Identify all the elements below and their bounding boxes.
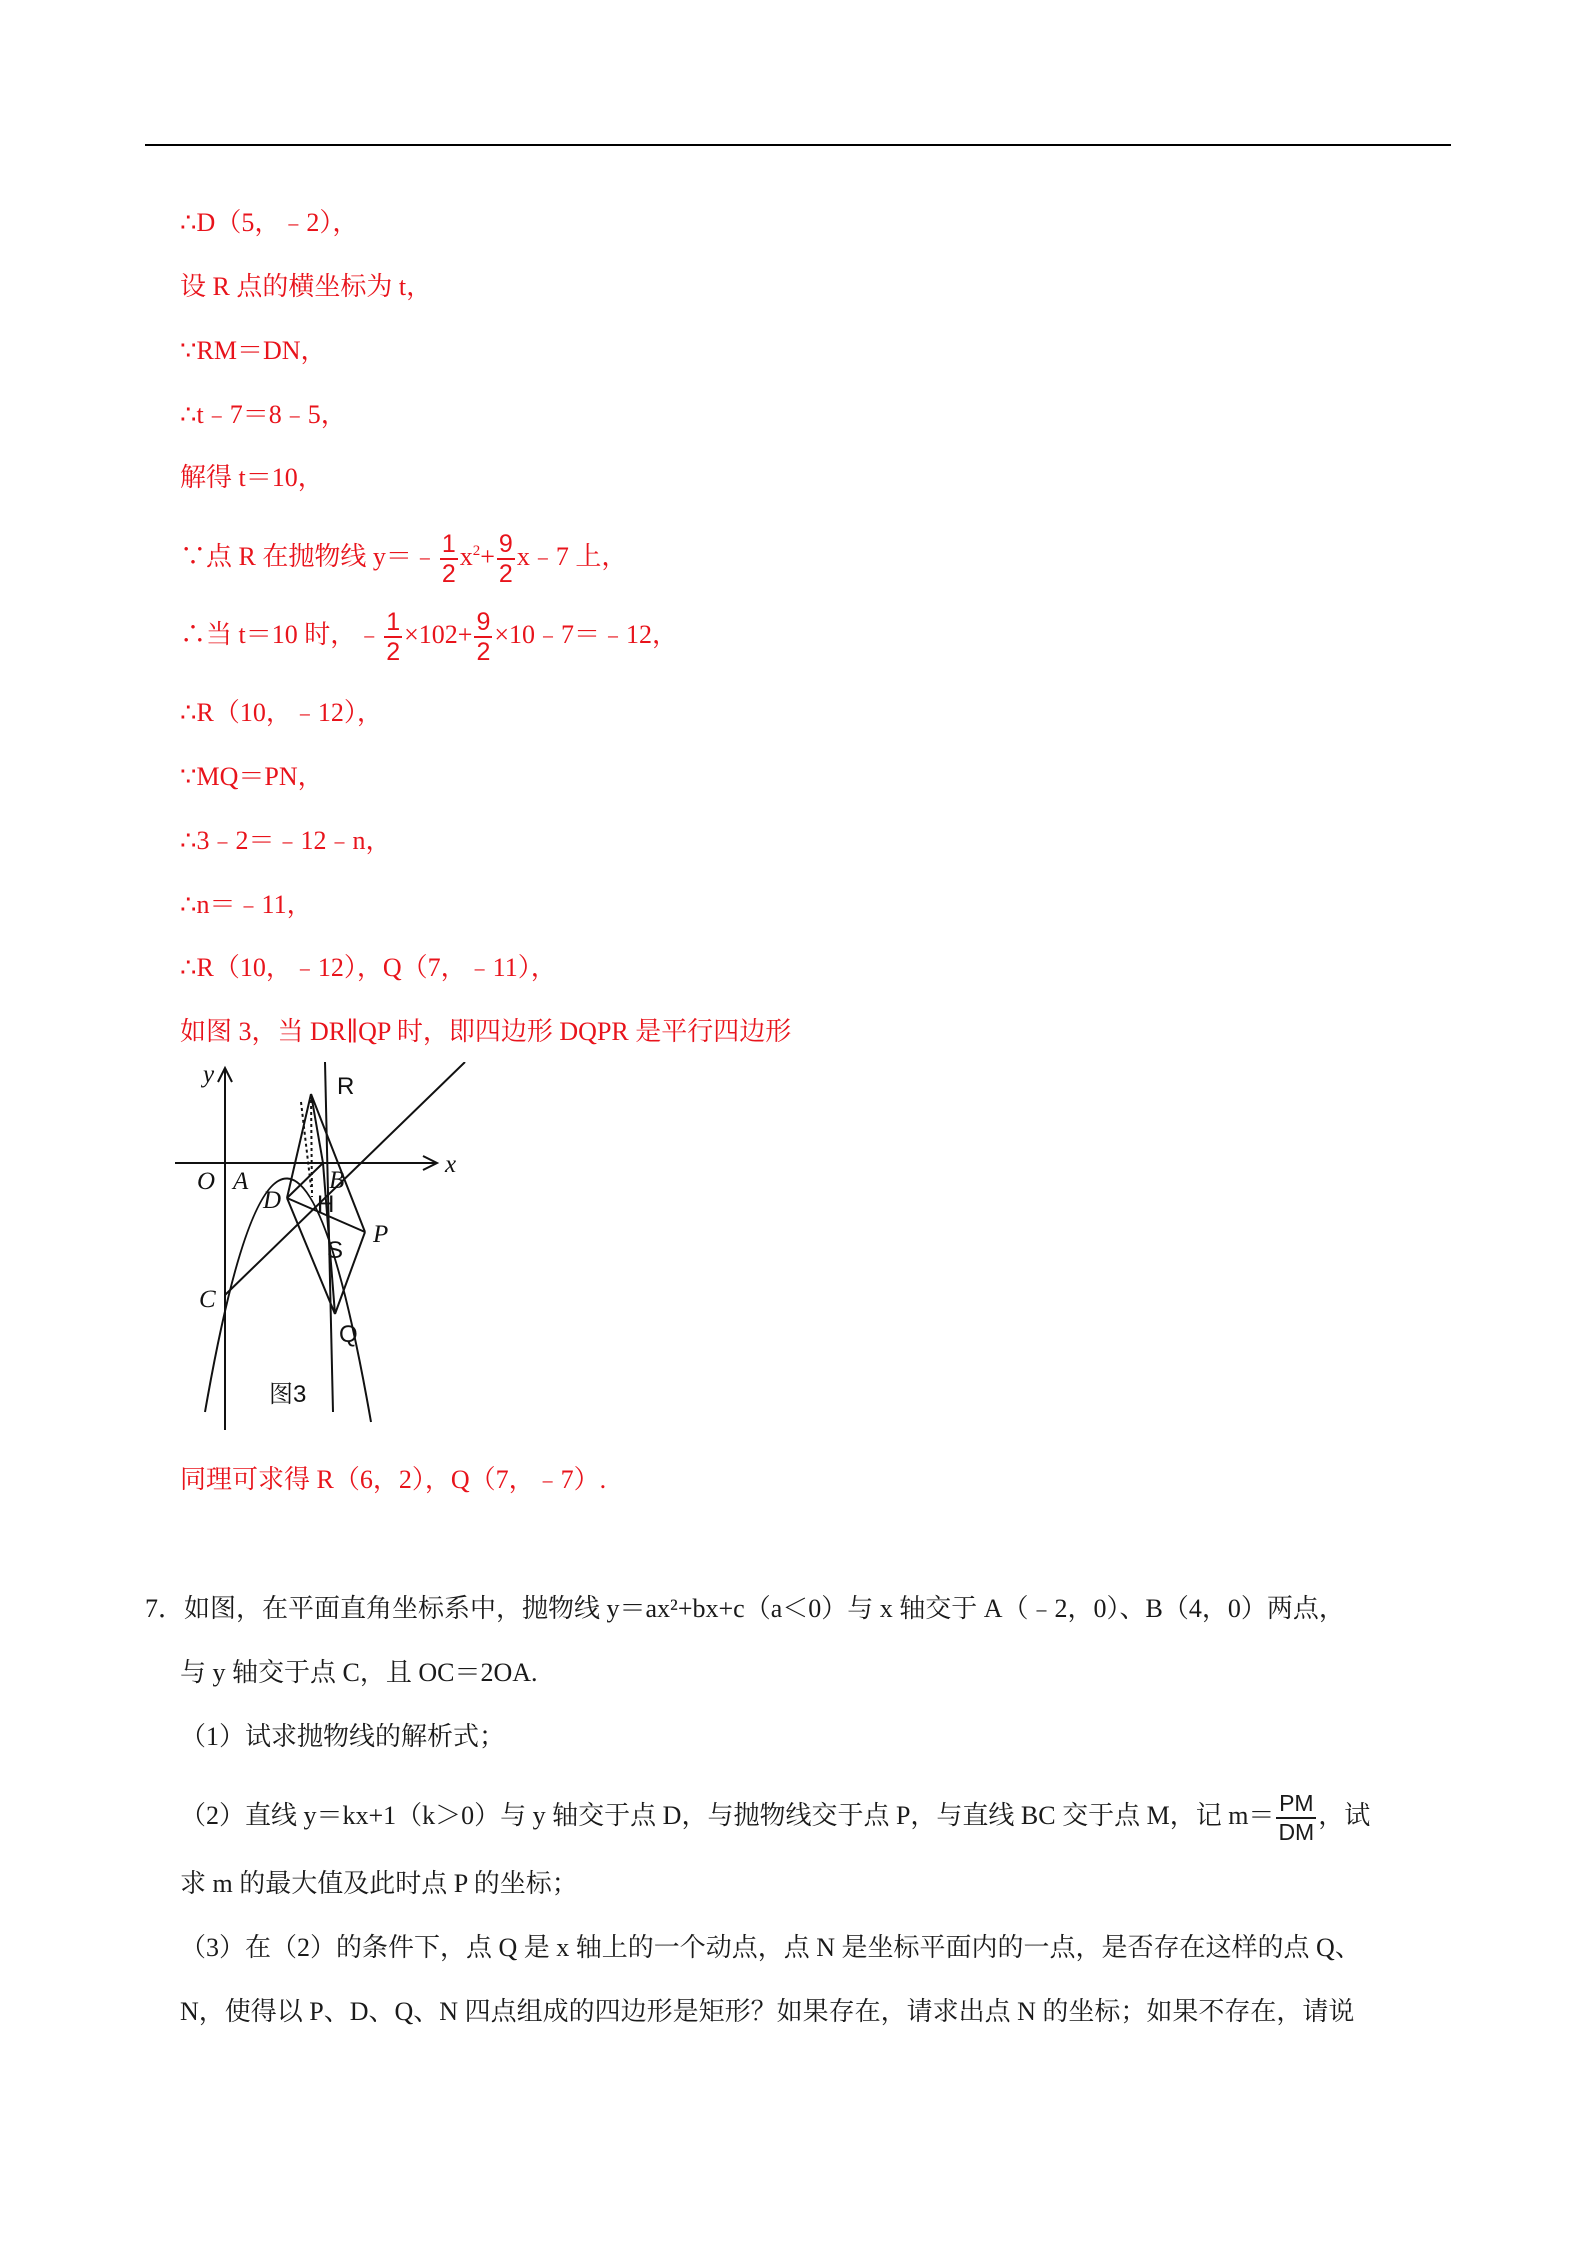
solution-line: ∴D（5，﹣2）， [180,208,359,237]
fraction: $\frac{1}{2}$ [441,530,456,588]
label-h: H [317,1191,335,1218]
segment-rb [311,1094,323,1163]
problem7-part1: （1）试求抛物线的解析式； [180,1722,506,1751]
fraction: $\frac{9}{2}$ [498,530,513,588]
problem7-part2-line2: 求 m 的最大值及此时点 P 的坐标； [180,1869,578,1898]
solution-line: ∴R（10，﹣12）， [180,698,383,727]
label-r: R [337,1073,355,1100]
label-y: y [203,1062,215,1088]
solution-line: 设 R 点的横坐标为 t， [180,272,433,301]
problem7-part3-line2: N，使得以 P、D、Q、N 四点组成的四边形是矩形？如果存在，请求出点 N 的坐标；如果不存在，请说 [180,1997,1355,2026]
fraction-pm-dm: $\frac{PM}{DM}$ [1278,1790,1315,1845]
figure-caption: 图3 [269,1381,307,1408]
label-q: Q [339,1321,358,1348]
substitution-statement: ∴当 t＝10 时，﹣ $\frac{1}{2}$ ×102+ $\frac{9}{2}$ ×10﹣7＝﹣12， [180,608,679,666]
label-o: O [197,1168,216,1195]
solution-line: ∵MQ＝PN， [180,762,324,791]
geometry-figure [175,1062,475,1450]
solution-line: ∴n＝﹣11， [180,890,313,919]
label-b: B [329,1167,345,1194]
label-d: D [263,1187,282,1214]
parabola-statement: ∵点 R 在抛物线 y＝﹣ $\frac{1}{2}$ $x^2+$ $\frac{9}{2}$ x﹣7 上， [180,530,628,588]
solution-line: ∵RM＝DN， [180,336,327,365]
conclusion-line: 同理可求得 R（6，2），Q（7，﹣7）. [180,1465,607,1494]
problem7-part3-line1: （3）在（2）的条件下，点 Q 是 x 轴上的一个动点，点 N 是坐标平面内的一点，是否存在这样的点 Q、 [180,1933,1361,1962]
label-c: C [199,1286,216,1313]
fraction: $\frac{9}{2}$ [476,608,491,666]
header-rule [145,144,1451,146]
label-p: P [373,1221,389,1248]
segment-dr [287,1094,311,1198]
problem7-line1: 7．如图，在平面直角坐标系中，抛物线 y＝ax²+bx+c（a＜0）与 x 轴交于 A（﹣2，0）、B（4，0）两点， [145,1594,1345,1623]
fraction: $\frac{1}{2}$ [386,608,401,666]
label-s: S [327,1237,344,1264]
label-x: x [445,1151,457,1178]
problem7-line2: 与 y 轴交于点 C，且 OC＝2OA. [180,1658,538,1687]
solution-line: ∴3﹣2＝﹣12﹣n， [180,826,392,855]
solution-line: ∴R（10，﹣12），Q（7，﹣11）， [180,953,557,982]
label-a: A [233,1168,249,1195]
problem7-part2: （2）直线 y＝kx+1（k＞0）与 y 轴交于点 D，与抛物线交于点 P，与直线 BC 交于点 M，记 m＝ $\frac{PM}{DM}$ ，试 [180,1790,1371,1845]
solution-line: 如图 3，当 DR∥QP 时，即四边形 DQPR 是平行四边形 [180,1017,792,1046]
solution-line: ∴t﹣7＝8﹣5， [180,400,347,429]
solution-line: 解得 t＝10， [180,463,324,492]
text: ∵点 R 在抛物线 y＝﹣ [180,541,438,571]
